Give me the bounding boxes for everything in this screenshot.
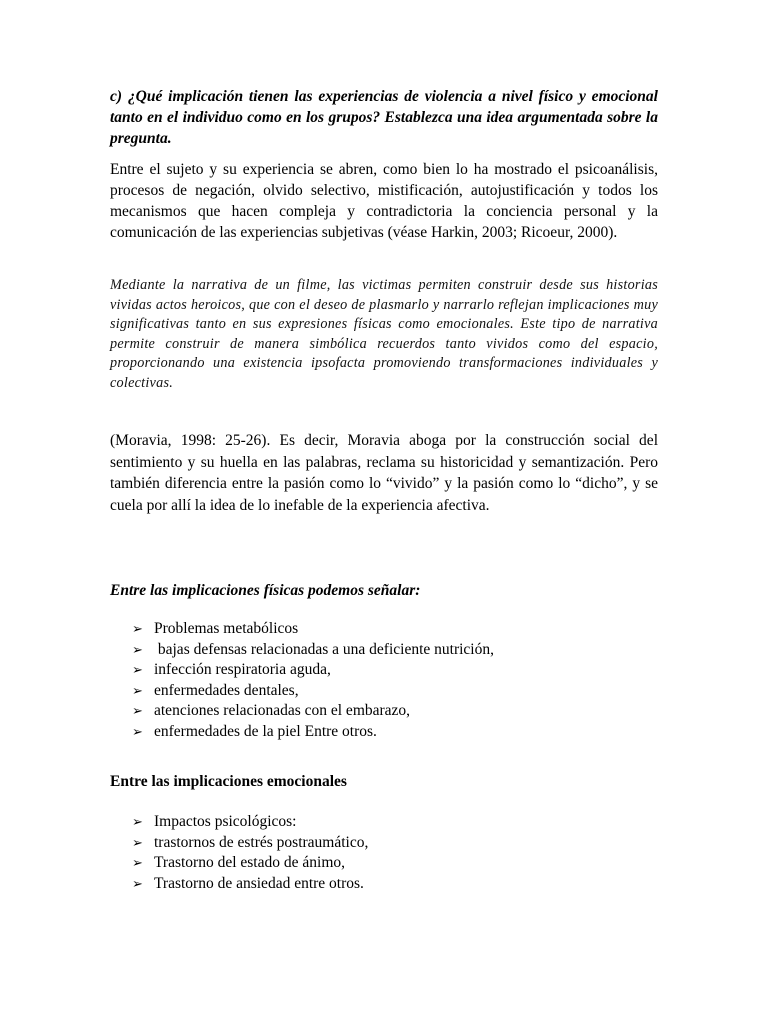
arrowhead-bullet-icon: ➢ (132, 856, 143, 872)
arrowhead-bullet-icon: ➢ (132, 704, 143, 720)
list-item: ➢ Impactos psicológicos: (132, 812, 368, 833)
list-item: ➢ Trastorno de ansiedad entre otros. (132, 874, 368, 895)
list-item: ➢ Trastorno del estado de ánimo, (132, 853, 368, 874)
emotional-implications-heading: Entre las implicaciones emocionales (110, 773, 347, 790)
arrowhead-bullet-icon: ➢ (132, 642, 143, 658)
block-quote: Mediante la narrativa de un filme, las victimas permiten construir desde sus historias vividas actos heroicos, que con el deseo de plasmarlo y narrarlo reflejan implicaciones muy significativas tanto en sus expresiones físicas como emocionales. Este tipo de narrativa permite construir de manera simbólica recuerdos tanto vividos como del espacio, proporcionando una existencia ipsofacta promoviendo transformaciones individuales y colectivas. (110, 277, 658, 391)
list-item: ➢ infección respiratoria aguda, (132, 660, 494, 681)
list-item: ➢ Problemas metabólicos (132, 619, 494, 640)
question-heading: c) ¿Qué implicación tienen las experiencias de violencia a nivel físico y emocional tanto en el individuo como en los grupos? Establezca una idea argumentada sobre la pregunta. (110, 88, 658, 147)
list-item: ➢ atenciones relacionadas con el embarazo, (132, 701, 494, 722)
list-item: ➢ bajas defensas relacionadas a una deficiente nutrición, (132, 640, 494, 661)
list-item: ➢ enfermedades dentales, (132, 681, 494, 702)
paragraph-moravia: (Moravia, 1998: 25-26). Es decir, Moravia aboga por la construcción social del sentimiento y su huella en las palabras, reclama su historicidad y semantización. Pero también diferencia entre la pasión como lo “vivido” y la pasión como lo “dicho”, y se cuela por allí la idea de lo inefable de la experiencia afectiva. (110, 432, 658, 514)
arrowhead-bullet-icon: ➢ (132, 724, 143, 740)
emotional-implications-list (132, 812, 368, 894)
arrowhead-bullet-icon: ➢ (132, 683, 143, 699)
arrowhead-bullet-icon: ➢ (132, 622, 143, 637)
arrowhead-bullet-icon: ➢ (132, 815, 143, 830)
physical-implications-heading: Entre las implicaciones físicas podemos señalar: (110, 582, 421, 599)
paragraph-intro: Entre el sujeto y su experiencia se abren, como bien lo ha mostrado el psicoanálisis, procesos de negación, olvido selectivo, mistificación, autojustificación y todos los mecanismos que hacen compleja y contradictoria la conciencia personal y la comunicación de las experiencias subjetivas (véase Harkin, 2003; Ricoeur, 2000). (110, 161, 658, 241)
arrowhead-bullet-icon: ➢ (132, 663, 143, 679)
physical-implications-list (132, 619, 494, 743)
list-item: ➢ trastornos de estrés postraumático, (132, 833, 368, 854)
arrowhead-bullet-icon: ➢ (132, 835, 143, 851)
arrowhead-bullet-icon: ➢ (132, 876, 143, 892)
list-item: ➢ enfermedades de la piel Entre otros. (132, 722, 494, 743)
